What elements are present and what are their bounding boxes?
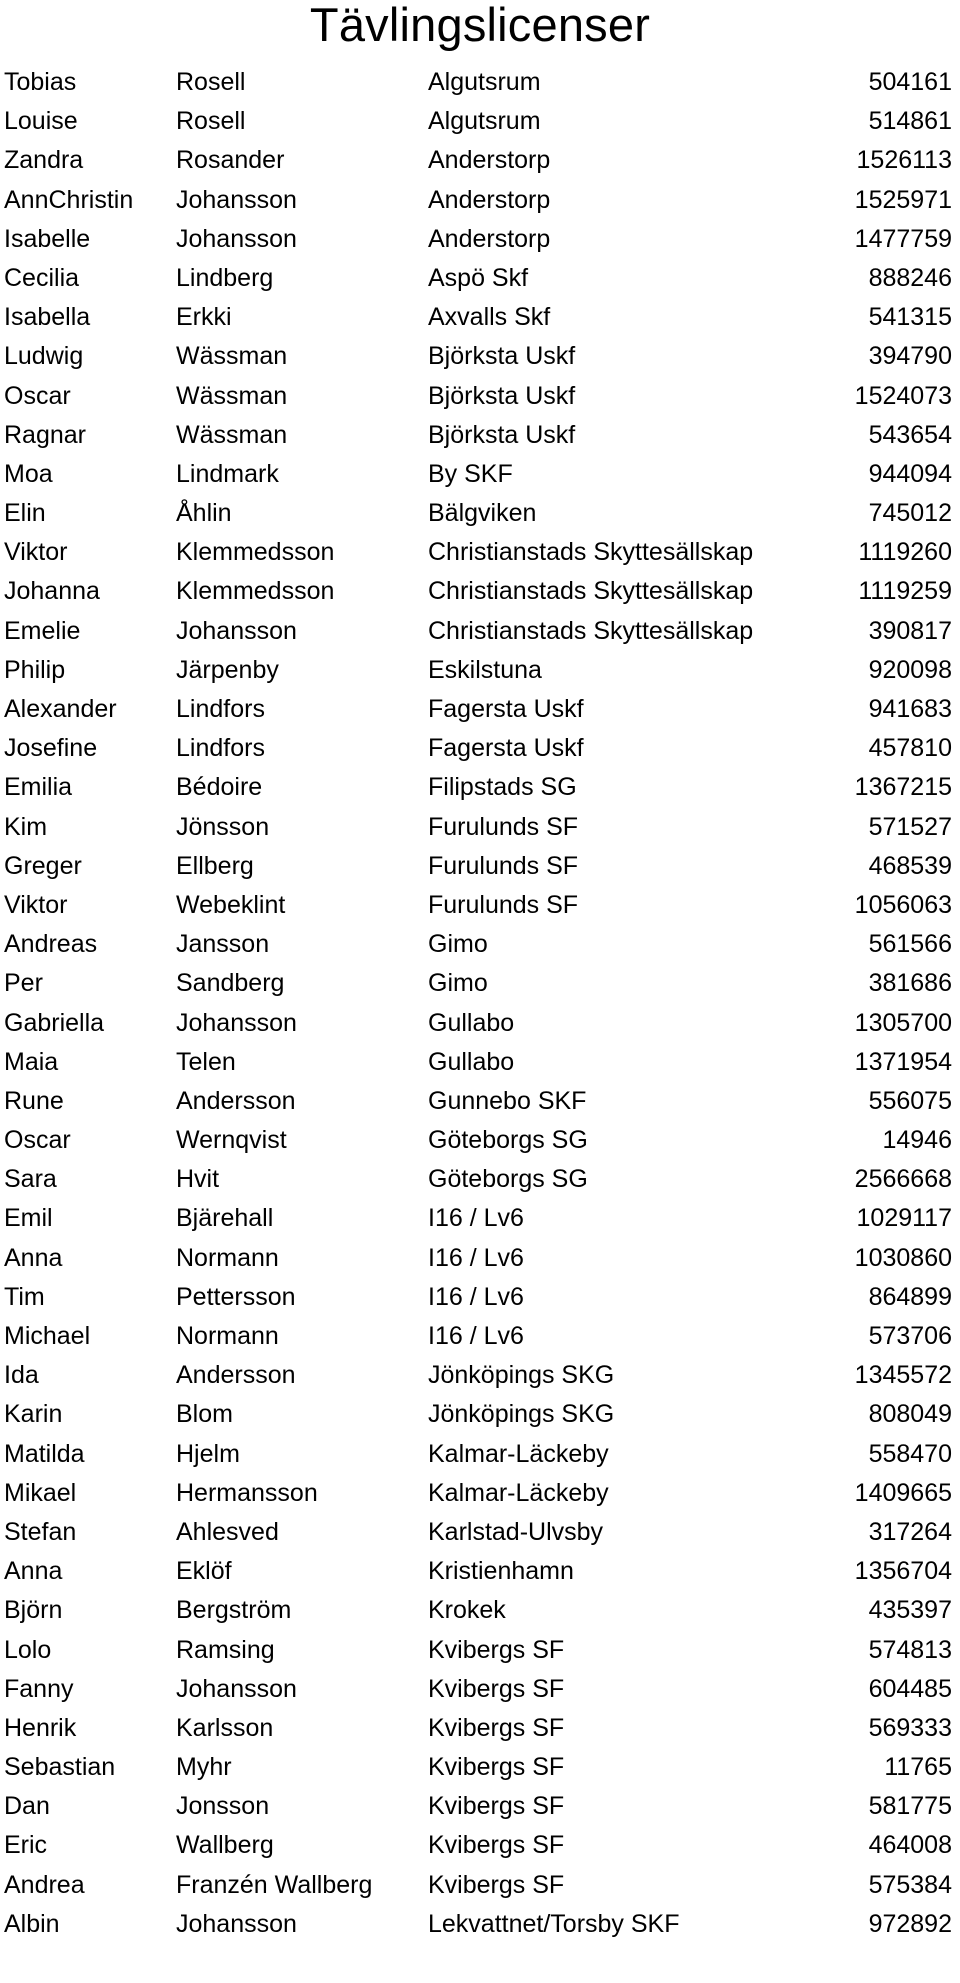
license-number: 920098 <box>868 655 952 684</box>
license-row <box>0 847 960 886</box>
club-name: Algutsrum <box>428 107 541 136</box>
license-number: 575384 <box>868 1870 952 1899</box>
license-number: 941683 <box>868 695 952 723</box>
club-name: Karlstad-Ulvsby <box>428 1517 604 1546</box>
first-name: Kim <box>4 812 48 841</box>
license-row <box>0 886 960 925</box>
license-number: 1409665 <box>854 1478 952 1507</box>
license-row <box>0 1748 960 1787</box>
license-row <box>0 1004 960 1043</box>
first-name: Fanny <box>4 1674 74 1703</box>
first-name: Tim <box>4 1282 45 1311</box>
first-name: Viktor <box>4 890 68 919</box>
first-name: Karin <box>4 1400 63 1429</box>
license-row <box>0 1905 960 1944</box>
first-name: Stefan <box>4 1517 77 1546</box>
last-name: Ramsing <box>176 1635 275 1664</box>
last-name: Wernqvist <box>176 1126 287 1155</box>
last-name: Normann <box>176 1243 279 1272</box>
club-name: Bälgviken <box>428 499 537 528</box>
license-row <box>0 1239 960 1278</box>
license-number: 1029117 <box>856 1204 952 1233</box>
first-name: Johanna <box>4 577 100 606</box>
club-name: Furulunds SF <box>428 890 579 919</box>
license-number: 394790 <box>868 342 952 371</box>
last-name: Rosander <box>176 146 285 175</box>
first-name: AnnChristin <box>4 185 134 214</box>
license-row <box>0 651 960 690</box>
last-name: Wässman <box>176 381 288 410</box>
last-name: Johansson <box>176 224 297 253</box>
license-number: 468539 <box>868 851 952 880</box>
club-name: Kvibergs SF <box>428 1635 565 1664</box>
club-name: Björksta Uskf <box>428 381 576 410</box>
last-name: Erkki <box>176 303 232 332</box>
club-name: Björksta Uskf <box>428 420 576 449</box>
license-number: 556075 <box>868 1086 952 1115</box>
license-row <box>0 1160 960 1199</box>
license-row <box>0 1395 960 1434</box>
first-name: Greger <box>4 851 82 880</box>
license-row <box>0 1356 960 1395</box>
license-row <box>0 808 960 847</box>
first-name: Andrea <box>4 1870 85 1899</box>
license-row <box>0 533 960 572</box>
last-name: Lindmark <box>176 459 279 488</box>
last-name: Bjärehall <box>176 1204 274 1233</box>
club-name: Fagersta Uskf <box>428 695 584 723</box>
last-name: Johansson <box>176 185 297 214</box>
license-number: 14946 <box>882 1126 952 1155</box>
first-name: Sebastian <box>4 1753 116 1782</box>
last-name: Lindberg <box>176 263 274 292</box>
license-number: 464008 <box>868 1831 952 1860</box>
license-row <box>0 1199 960 1238</box>
last-name: Eklöf <box>176 1557 232 1586</box>
license-row <box>0 298 960 337</box>
first-name: Anna <box>4 1243 63 1272</box>
license-row <box>0 1709 960 1748</box>
license-number: 514861 <box>868 107 952 136</box>
first-name: Isabella <box>4 303 91 332</box>
last-name: Klemmedsson <box>176 577 335 606</box>
license-row <box>0 1043 960 1082</box>
last-name: Jönsson <box>176 812 270 841</box>
club-name: Algutsrum <box>428 68 541 96</box>
first-name: Gabriella <box>4 1008 105 1037</box>
last-name: Blom <box>176 1400 233 1429</box>
license-number: 381686 <box>868 969 952 998</box>
license-number: 808049 <box>868 1400 952 1429</box>
first-name: Ragnar <box>4 420 86 449</box>
license-number: 571527 <box>868 812 952 841</box>
last-name: Åhlin <box>176 499 232 528</box>
license-number: 574813 <box>868 1635 952 1664</box>
license-row <box>0 729 960 768</box>
first-name: Oscar <box>4 381 71 410</box>
last-name: Johansson <box>176 616 297 645</box>
first-name: Sara <box>4 1165 57 1194</box>
last-name: Klemmedsson <box>176 538 335 567</box>
last-name: Pettersson <box>176 1282 296 1311</box>
last-name: Normann <box>176 1322 279 1350</box>
last-name: Wallberg <box>176 1831 274 1860</box>
license-row <box>0 1513 960 1552</box>
license-row <box>0 612 960 651</box>
license-row <box>0 1121 960 1160</box>
last-name: Lindfors <box>176 695 265 723</box>
license-row <box>0 1435 960 1474</box>
license-number: 1525971 <box>854 185 952 214</box>
license-number: 1119260 <box>858 538 952 567</box>
license-number: 1526113 <box>856 146 952 175</box>
license-list <box>0 63 960 1983</box>
first-name: Louise <box>4 107 78 136</box>
license-row <box>0 259 960 298</box>
club-name: Gullabo <box>428 1008 515 1037</box>
last-name: Karlsson <box>176 1713 274 1742</box>
last-name: Rosell <box>176 107 246 136</box>
first-name: Henrik <box>4 1713 77 1742</box>
first-name: Emilia <box>4 773 73 802</box>
license-number: 504161 <box>868 68 952 96</box>
license-row <box>0 102 960 141</box>
license-row <box>0 220 960 259</box>
license-number: 1367215 <box>854 773 952 802</box>
license-number: 888246 <box>868 263 952 292</box>
license-row <box>0 337 960 376</box>
last-name: Ellberg <box>176 851 254 880</box>
license-row <box>0 1317 960 1356</box>
club-name: Kvibergs SF <box>428 1831 565 1860</box>
license-number: 1345572 <box>854 1361 952 1390</box>
club-name: Filipstads SG <box>428 773 577 802</box>
first-name: Cecilia <box>4 263 80 292</box>
license-row <box>0 63 960 102</box>
last-name: Franzén Wallberg <box>176 1870 373 1899</box>
club-name: Aspö Skf <box>428 263 529 292</box>
first-name: Ludwig <box>4 342 84 371</box>
first-name: Moa <box>4 459 53 488</box>
license-row <box>0 455 960 494</box>
license-row <box>0 494 960 533</box>
license-number: 944094 <box>868 459 952 488</box>
club-name: Göteborgs SG <box>428 1126 588 1155</box>
last-name: Jonsson <box>176 1792 270 1821</box>
license-row <box>0 572 960 611</box>
club-name: Jönköpings SKG <box>428 1361 615 1390</box>
club-name: Furulunds SF <box>428 812 579 841</box>
last-name: Andersson <box>176 1361 296 1390</box>
club-name: Axvalls Skf <box>428 303 551 332</box>
license-row <box>0 1826 960 1865</box>
last-name: Bédoire <box>176 773 263 802</box>
last-name: Hvit <box>176 1165 220 1194</box>
first-name: Alexander <box>4 695 117 723</box>
club-name: Kvibergs SF <box>428 1792 565 1821</box>
license-number: 745012 <box>868 499 952 528</box>
license-row <box>0 1082 960 1121</box>
license-number: 317264 <box>868 1517 952 1546</box>
last-name: Telen <box>176 1047 236 1076</box>
license-row <box>0 690 960 729</box>
first-name: Viktor <box>4 538 68 567</box>
club-name: Krokek <box>428 1596 506 1625</box>
license-row <box>0 964 960 1003</box>
license-number: 561566 <box>868 930 952 959</box>
last-name: Ahlesved <box>176 1517 279 1546</box>
license-row <box>0 181 960 220</box>
license-row <box>0 377 960 416</box>
club-name: Gunnebo SKF <box>428 1086 587 1115</box>
club-name: Björksta Uskf <box>428 342 576 371</box>
page-title: Tävlingslicenser <box>309 0 651 51</box>
club-name: Eskilstuna <box>428 655 542 684</box>
club-name: Kvibergs SF <box>428 1753 565 1782</box>
license-row <box>0 768 960 807</box>
first-name: Eric <box>4 1831 48 1860</box>
first-name: Emelie <box>4 616 81 645</box>
license-number: 864899 <box>868 1282 952 1311</box>
license-number: 1356704 <box>854 1557 952 1586</box>
first-name: Emil <box>4 1204 53 1233</box>
club-name: Kalmar-Läckeby <box>428 1439 609 1468</box>
last-name: Johansson <box>176 1674 297 1703</box>
club-name: Kvibergs SF <box>428 1713 565 1742</box>
club-name: Göteborgs SG <box>428 1165 588 1194</box>
last-name: Hjelm <box>176 1439 240 1468</box>
first-name: Lolo <box>4 1635 52 1664</box>
license-number: 581775 <box>868 1792 952 1821</box>
club-name: Anderstorp <box>428 185 551 214</box>
license-row <box>0 925 960 964</box>
club-name: Kristienhamn <box>428 1557 574 1586</box>
last-name: Lindfors <box>176 734 265 763</box>
license-number: 573706 <box>868 1322 952 1350</box>
last-name: Andersson <box>176 1086 296 1115</box>
club-name: Gimo <box>428 930 488 959</box>
license-row <box>0 416 960 455</box>
first-name: Rune <box>4 1086 64 1115</box>
first-name: Philip <box>4 655 66 684</box>
club-name: Jönköpings SKG <box>428 1400 615 1429</box>
first-name: Josefine <box>4 734 98 763</box>
license-number: 390817 <box>868 616 952 645</box>
first-name: Maia <box>4 1047 59 1076</box>
license-row <box>0 1474 960 1513</box>
club-name: I16 / Lv6 <box>428 1282 524 1311</box>
first-name: Anna <box>4 1557 63 1586</box>
license-number: 1305700 <box>854 1008 952 1037</box>
license-number: 1119259 <box>858 577 952 606</box>
first-name: Matilda <box>4 1439 85 1468</box>
club-name: Anderstorp <box>428 224 551 253</box>
license-number: 1524073 <box>854 381 952 410</box>
last-name: Hermansson <box>176 1478 318 1507</box>
license-number: 1030860 <box>854 1243 952 1272</box>
club-name: Furulunds SF <box>428 851 579 880</box>
first-name: Björn <box>4 1596 63 1625</box>
club-name: Kalmar-Läckeby <box>428 1478 609 1507</box>
license-row <box>0 1787 960 1826</box>
club-name: Christianstads Skyttesällskap <box>428 577 754 606</box>
club-name: Fagersta Uskf <box>428 734 584 763</box>
license-number: 1371954 <box>854 1047 952 1076</box>
license-row <box>0 1552 960 1591</box>
license-number: 1477759 <box>854 224 952 253</box>
license-number: 543654 <box>868 420 952 449</box>
club-name: Kvibergs SF <box>428 1674 565 1703</box>
club-name: Gullabo <box>428 1047 515 1076</box>
license-row <box>0 1866 960 1905</box>
first-name: Zandra <box>4 146 84 175</box>
license-number: 558470 <box>868 1439 952 1468</box>
last-name: Jansson <box>176 930 270 959</box>
license-row <box>0 1591 960 1630</box>
last-name: Rosell <box>176 68 246 96</box>
license-number: 1056063 <box>854 890 952 919</box>
last-name: Johansson <box>176 1008 297 1037</box>
first-name: Ida <box>4 1361 39 1390</box>
first-name: Per <box>4 969 43 998</box>
license-number: 569333 <box>868 1713 952 1742</box>
club-name: By SKF <box>428 459 513 488</box>
last-name: Myhr <box>176 1753 232 1782</box>
first-name: Michael <box>4 1322 91 1350</box>
license-row <box>0 1670 960 1709</box>
license-number: 972892 <box>868 1909 952 1938</box>
club-name: I16 / Lv6 <box>428 1322 524 1350</box>
last-name: Wässman <box>176 342 288 371</box>
last-name: Wässman <box>176 420 288 449</box>
first-name: Isabelle <box>4 224 91 253</box>
license-number: 11765 <box>884 1753 952 1782</box>
last-name: Webeklint <box>176 890 286 919</box>
club-name: Lekvattnet/Torsby SKF <box>428 1909 680 1938</box>
first-name: Andreas <box>4 930 98 959</box>
first-name: Oscar <box>4 1126 71 1155</box>
last-name: Järpenby <box>176 655 279 684</box>
first-name: Albin <box>4 1909 60 1938</box>
club-name: Christianstads Skyttesällskap <box>428 538 754 567</box>
last-name: Johansson <box>176 1909 297 1938</box>
club-name: Gimo <box>428 969 488 998</box>
license-number: 541315 <box>868 303 952 332</box>
club-name: I16 / Lv6 <box>428 1204 524 1233</box>
last-name: Sandberg <box>176 969 285 998</box>
club-name: Anderstorp <box>428 146 551 175</box>
license-number: 457810 <box>868 734 952 763</box>
license-row <box>0 1631 960 1670</box>
license-number: 604485 <box>868 1674 952 1703</box>
club-name: Christianstads Skyttesällskap <box>428 616 754 645</box>
first-name: Mikael <box>4 1478 77 1507</box>
first-name: Elin <box>4 499 46 528</box>
club-name: Kvibergs SF <box>428 1870 565 1899</box>
club-name: I16 / Lv6 <box>428 1243 524 1272</box>
license-row <box>0 1944 960 1983</box>
last-name: Bergström <box>176 1596 292 1625</box>
license-row <box>0 1278 960 1317</box>
first-name: Tobias <box>4 68 77 96</box>
first-name: Dan <box>4 1792 50 1821</box>
license-row <box>0 141 960 180</box>
license-number: 435397 <box>868 1596 952 1625</box>
license-number: 2566668 <box>854 1165 952 1194</box>
